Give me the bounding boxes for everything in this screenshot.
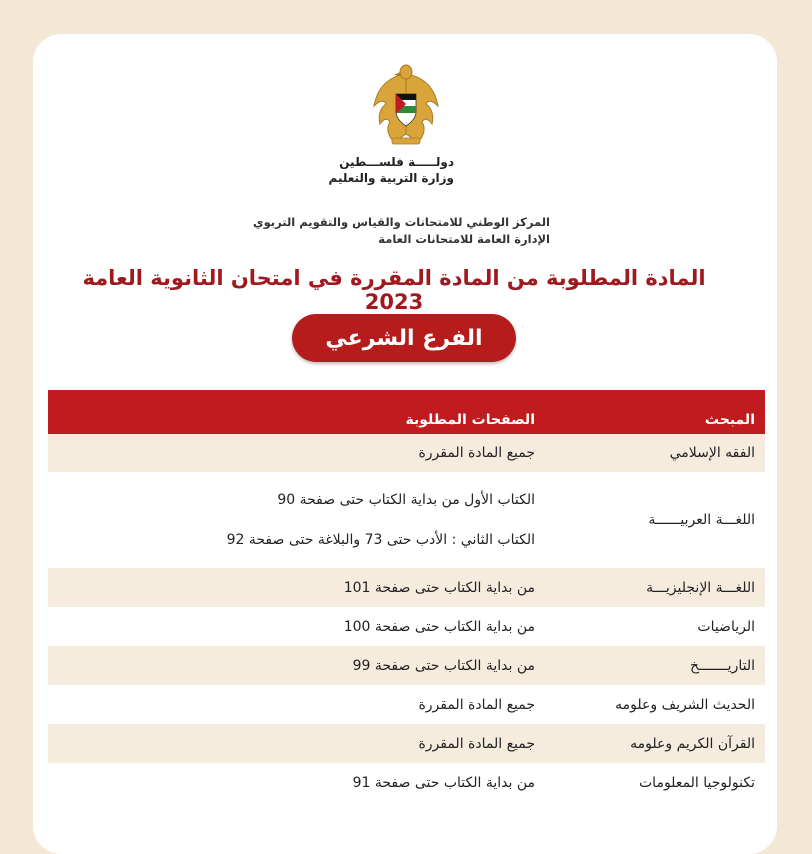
- subject-cell: الفقه الإسلامي: [545, 434, 765, 472]
- pages-cell: من بداية الكتاب حتى صفحة 100: [48, 607, 545, 646]
- table-header-row: [48, 390, 765, 434]
- page-title: المادة المطلوبة من المادة المقررة في امتحان الثانوية العامة 2023: [82, 266, 706, 314]
- center-name: المركز الوطني للامتحانات والقياس والتقويم التربوي: [253, 215, 550, 229]
- palestine-eagle-emblem-icon: [372, 60, 440, 148]
- table-row: [48, 646, 765, 685]
- issuer-block: [230, 214, 550, 248]
- subject-cell: الرياضيات: [545, 607, 765, 646]
- subject-cell: التاريـــــــخ: [545, 646, 765, 685]
- subject-cell: القرآن الكريم وعلومه: [545, 724, 765, 763]
- table-row: [48, 763, 765, 802]
- pages-cell: من بداية الكتاب حتى صفحة 91: [48, 763, 545, 802]
- pages-cell: [48, 472, 545, 568]
- pages-cell: من بداية الكتاب حتى صفحة 101: [48, 568, 545, 607]
- table-row: [48, 685, 765, 724]
- pages-cell: جميع المادة المقررة: [48, 724, 545, 763]
- pages-line: الكتاب الأول من بداية الكتاب حتى صفحة 90: [277, 492, 535, 508]
- pages-line: الكتاب الثاني : الأدب حتى 73 والبلاغة حتى صفحة 92: [226, 532, 535, 548]
- subject-cell: اللغـــة الإنجليزيـــة: [545, 568, 765, 607]
- table-row: [48, 568, 765, 607]
- syllabus-table: [48, 390, 765, 802]
- subject-cell: تكنولوجيا المعلومات: [545, 763, 765, 802]
- subject-cell: اللغـــة العربيــــــة: [545, 472, 765, 568]
- table-row: [48, 724, 765, 763]
- state-ministry-block: [300, 154, 454, 186]
- pages-cell: جميع المادة المقررة: [48, 685, 545, 724]
- table-row: [48, 434, 765, 472]
- state-name: دولـــــة فلســـطين: [339, 155, 454, 169]
- pages-cell: من بداية الكتاب حتى صفحة 99: [48, 646, 545, 685]
- table-row: [48, 607, 765, 646]
- department-name: الإدارة العامة للامتحانات العامة: [378, 232, 550, 246]
- subject-cell: الحديث الشريف وعلومه: [545, 685, 765, 724]
- ministry-name: وزارة التربية والتعليم: [328, 171, 454, 185]
- column-header-pages: الصفحات المطلوبة: [48, 390, 545, 434]
- table-row: [48, 472, 765, 568]
- pages-cell: جميع المادة المقررة: [48, 434, 545, 472]
- branch-badge: الفرع الشرعي: [292, 314, 516, 362]
- column-header-subject: المبحث: [545, 390, 765, 434]
